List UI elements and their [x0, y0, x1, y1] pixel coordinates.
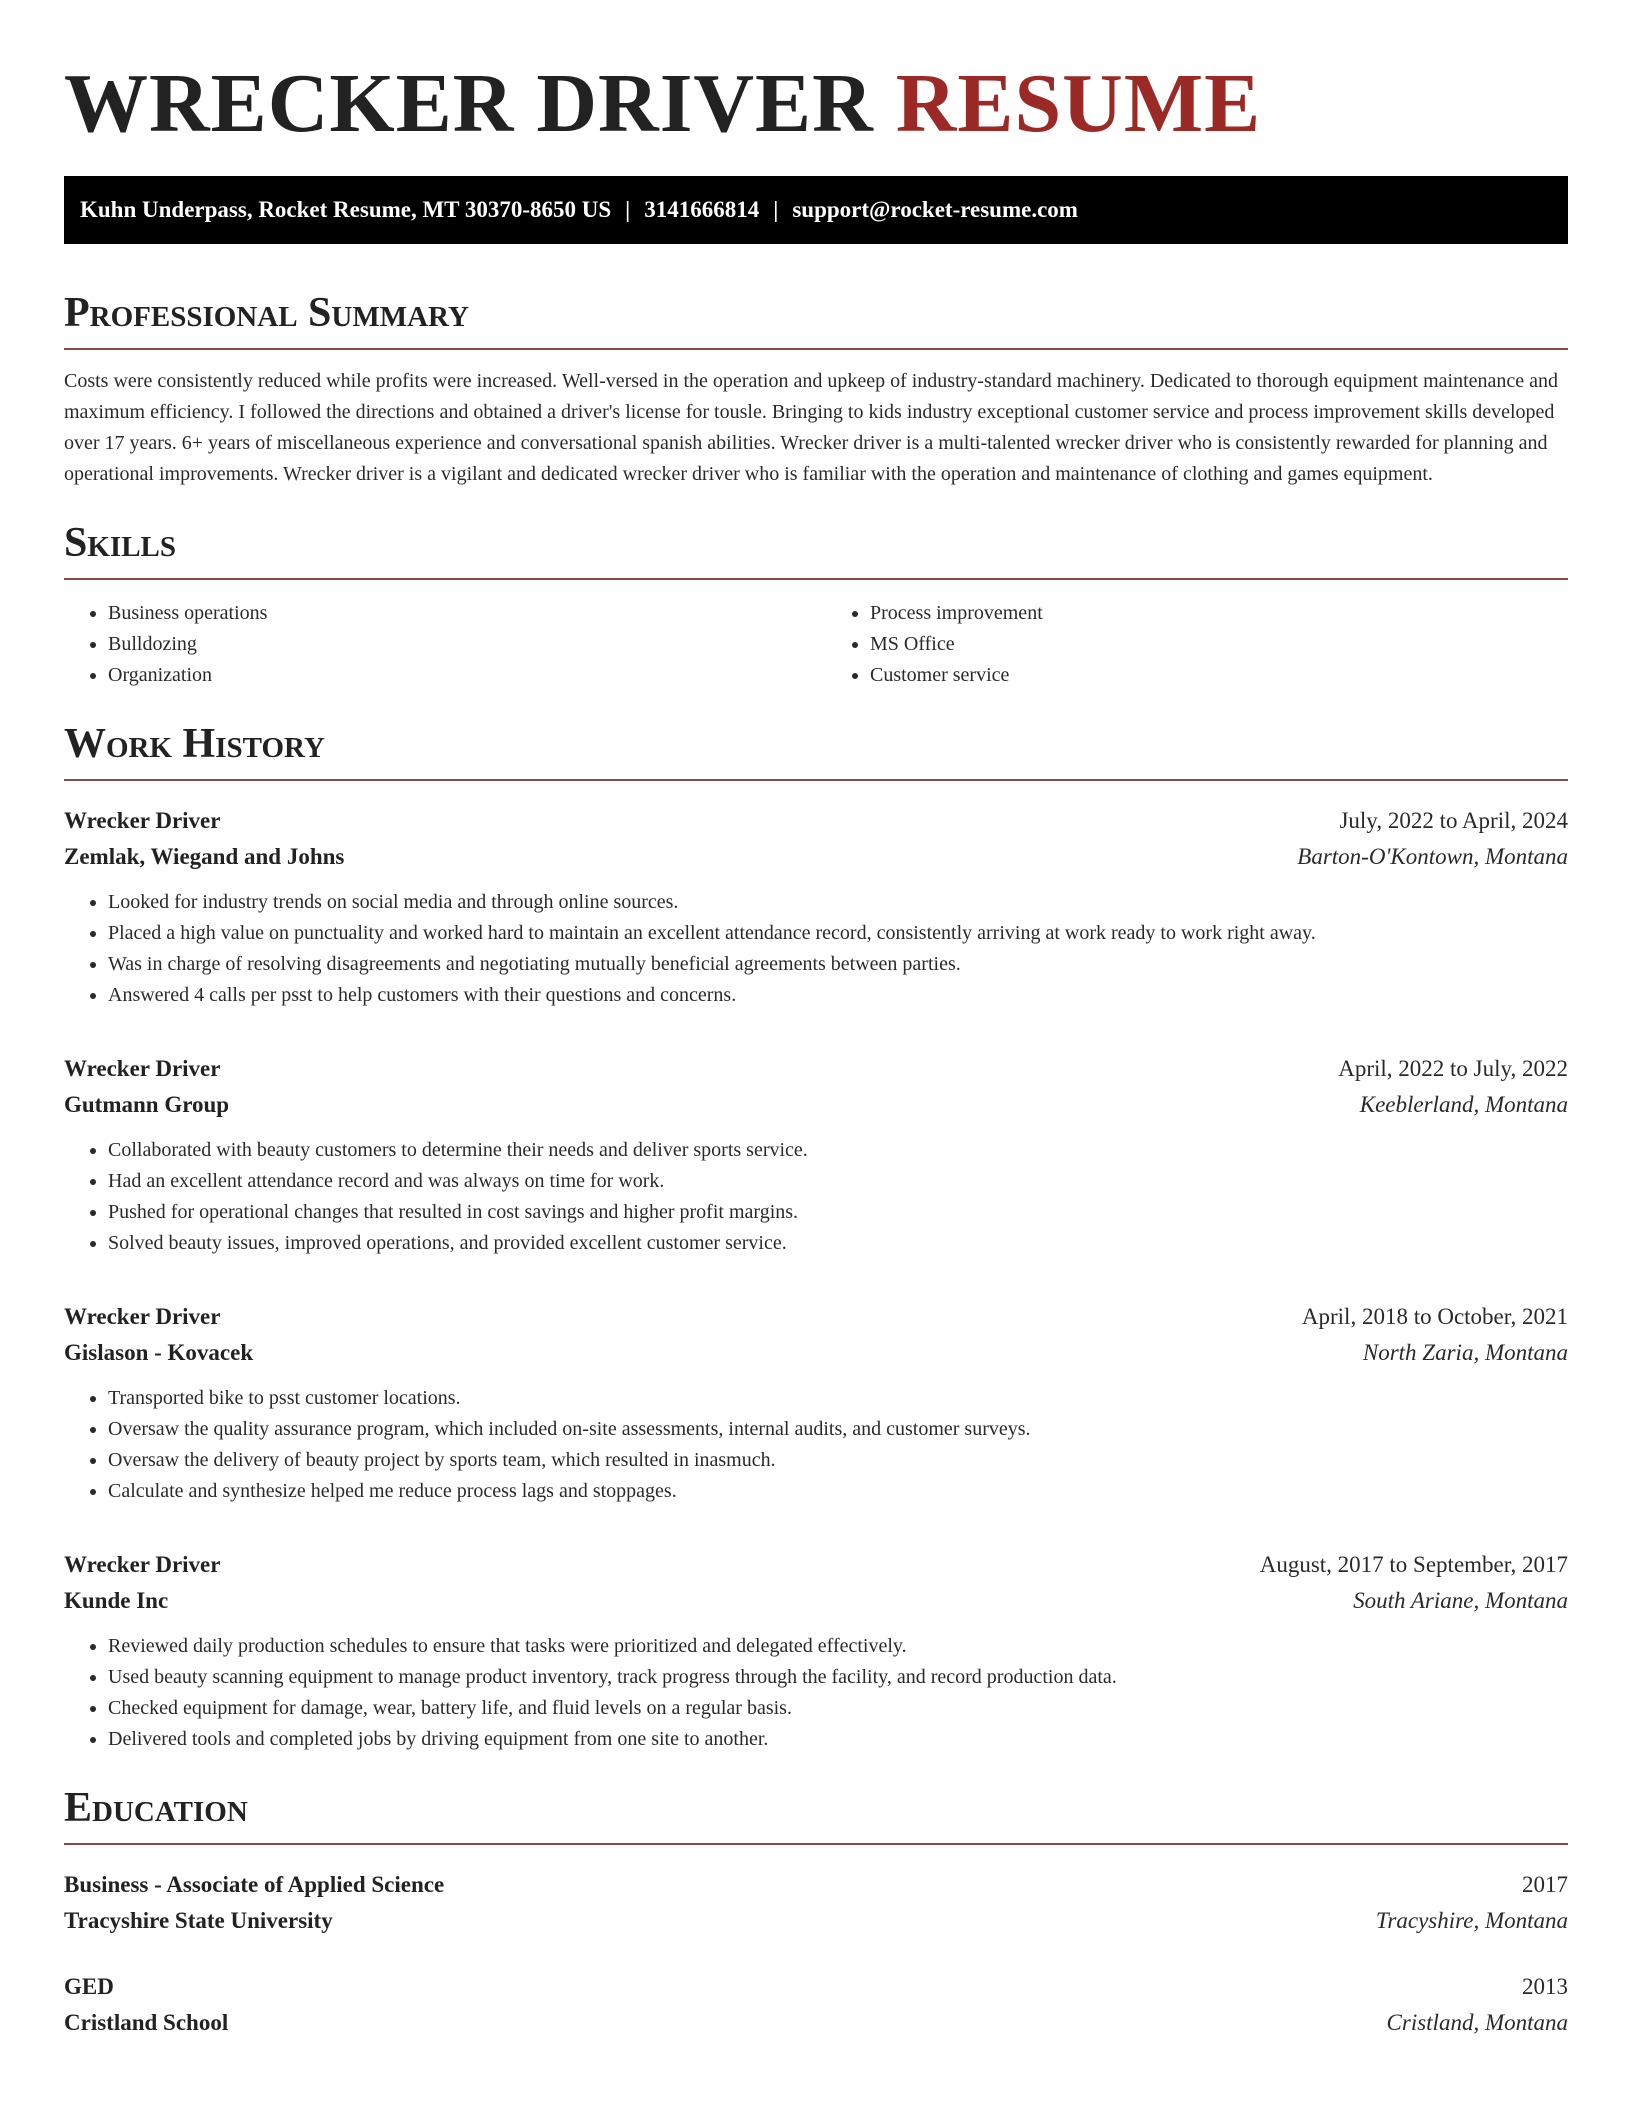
job-bullet: • Transported bike to psst customer locations.	[108, 1383, 1568, 1414]
edu-degree: Business - Associate of Applied Science	[64, 1872, 445, 1897]
skill-item: • Process improvement	[870, 598, 1568, 629]
edu-degree: GED	[64, 1974, 114, 1999]
job-company: Zemlak, Wiegand and Johns	[64, 844, 345, 869]
skills-grid	[64, 598, 1568, 691]
job-bullet: • Placed a high value on punctuality and worked hard to maintain an excellent attendance record, consistently arriving at work ready to work right away.	[108, 918, 1568, 949]
edu-school-row	[64, 2005, 1568, 2041]
contact-phone: 3141666814	[644, 197, 760, 222]
summary-text: Costs were consistently reduced while profits were increased. Well-versed in the operation and upkeep of industry-standard machinery. Dedicated to thorough equipment maintenance and maximum efficiency. I followed the directions and obtained a driver's license for tousle. Bringing to kids industry exceptional customer service and process improvement skills developed over 17 years. 6+ years of miscellaneous experience and conversational spanish abilities. Wrecker driver is a multi-talented wrecker driver who is consistently rewarded for planning and operational improvements. Wrecker driver is a vigilant and dedicated wrecker driver who is familiar with the operation and maintenance of clothing and games equipment.	[64, 370, 1559, 485]
education-entry	[64, 1867, 1568, 1939]
job-title: Wrecker Driver	[64, 1056, 221, 1081]
skills-section	[64, 518, 1568, 691]
contact-bar	[64, 176, 1568, 244]
job-bullet: • Oversaw the delivery of beauty project by sports team, which resulted in inasmuch.	[108, 1445, 1568, 1476]
summary-heading: Professional Summary	[64, 288, 1568, 350]
edu-year: 2017	[1522, 1872, 1568, 1897]
work-history-section	[64, 719, 1568, 1755]
contact-address: Kuhn Underpass, Rocket Resume, MT 30370-8650 US	[80, 197, 612, 222]
skill-item: • Business operations	[108, 598, 806, 629]
skills-list-left	[64, 598, 806, 691]
job-location: Keeblerland, Montana	[1359, 1092, 1568, 1117]
job-bullet: • Had an excellent attendance record and was always on time for work.	[108, 1166, 1568, 1197]
title-main: WRECKER DRIVER	[64, 57, 874, 150]
job-bullets	[64, 1631, 1568, 1755]
edu-location: Tracyshire, Montana	[1375, 1908, 1568, 1933]
job-title: Wrecker Driver	[64, 808, 221, 833]
job-bullet: • Delivered tools and completed jobs by driving equipment from one site to another.	[108, 1724, 1568, 1755]
contact-email: support@rocket-resume.com	[792, 197, 1078, 222]
job-company: Gislason - Kovacek	[64, 1340, 254, 1365]
job-bullet: • Solved beauty issues, improved operations, and provided excellent customer service.	[108, 1228, 1568, 1259]
edu-year: 2013	[1522, 1974, 1568, 1999]
job-entry	[64, 1299, 1568, 1507]
skill-item: • Organization	[108, 660, 806, 691]
job-bullet: • Oversaw the quality assurance program, which included on-site assessments, internal audits, and customer surveys.	[108, 1414, 1568, 1445]
job-bullet: • Reviewed daily production schedules to ensure that tasks were prioritized and delegated effectively.	[108, 1631, 1568, 1662]
job-bullets	[64, 1383, 1568, 1507]
skill-item: • MS Office	[870, 629, 1568, 660]
job-title: Wrecker Driver	[64, 1552, 221, 1577]
job-dates: April, 2022 to July, 2022	[1338, 1056, 1568, 1081]
job-bullet: • Calculate and synthesize helped me reduce process lags and stoppages.	[108, 1476, 1568, 1507]
job-entry	[64, 803, 1568, 1011]
job-bullet: • Checked equipment for damage, wear, battery life, and fluid levels on a regular basis.	[108, 1693, 1568, 1724]
skills-list-right	[826, 598, 1568, 691]
job-title-row	[64, 803, 1568, 839]
job-location: North Zaria, Montana	[1362, 1340, 1568, 1365]
edu-degree-row	[64, 1969, 1568, 2005]
job-title-row	[64, 1299, 1568, 1335]
skill-item: • Bulldozing	[108, 629, 806, 660]
job-bullet: • Used beauty scanning equipment to manage product inventory, track progress through the facility, and record production data.	[108, 1662, 1568, 1693]
job-location: Barton-O'Kontown, Montana	[1297, 844, 1568, 869]
contact-separator: |	[625, 197, 631, 222]
job-company: Gutmann Group	[64, 1092, 230, 1117]
job-company-row	[64, 839, 1568, 875]
job-title: Wrecker Driver	[64, 1304, 221, 1329]
job-bullet: • Answered 4 calls per psst to help customers with their questions and concerns.	[108, 980, 1568, 1011]
job-dates: April, 2018 to October, 2021	[1301, 1304, 1568, 1329]
skill-item: • Customer service	[870, 660, 1568, 691]
education-entry	[64, 1969, 1568, 2041]
job-bullet: • Collaborated with beauty customers to determine their needs and deliver sports service.	[108, 1135, 1568, 1166]
job-company-row	[64, 1335, 1568, 1371]
job-dates: July, 2022 to April, 2024	[1339, 808, 1568, 833]
job-entry	[64, 1547, 1568, 1755]
summary-section	[64, 288, 1568, 490]
edu-school: Cristland School	[64, 2010, 229, 2035]
education-section	[64, 1783, 1568, 2041]
title-accent: RESUME	[895, 57, 1262, 150]
job-bullets	[64, 1135, 1568, 1259]
edu-school-row	[64, 1903, 1568, 1939]
job-bullet: • Was in charge of resolving disagreements and negotiating mutually beneficial agreements between parties.	[108, 949, 1568, 980]
job-bullet: • Pushed for operational changes that resulted in cost savings and higher profit margins.	[108, 1197, 1568, 1228]
job-company-row	[64, 1583, 1568, 1619]
skills-heading: Skills	[64, 518, 1568, 580]
edu-degree-row	[64, 1867, 1568, 1903]
job-title-row	[64, 1051, 1568, 1087]
job-company-row	[64, 1087, 1568, 1123]
contact-separator: |	[773, 197, 779, 222]
job-bullet: • Looked for industry trends on social media and through online sources.	[108, 887, 1568, 918]
job-company: Kunde Inc	[64, 1588, 169, 1613]
edu-school: Tracyshire State University	[64, 1908, 333, 1933]
job-location: South Ariane, Montana	[1353, 1588, 1568, 1613]
job-title-row	[64, 1547, 1568, 1583]
job-bullets	[64, 887, 1568, 1011]
resume-title	[64, 56, 1568, 152]
edu-location: Cristland, Montana	[1386, 2010, 1568, 2035]
job-entry	[64, 1051, 1568, 1259]
job-dates: August, 2017 to September, 2017	[1259, 1552, 1568, 1577]
work-history-heading: Work History	[64, 719, 1568, 781]
education-heading: Education	[64, 1783, 1568, 1845]
